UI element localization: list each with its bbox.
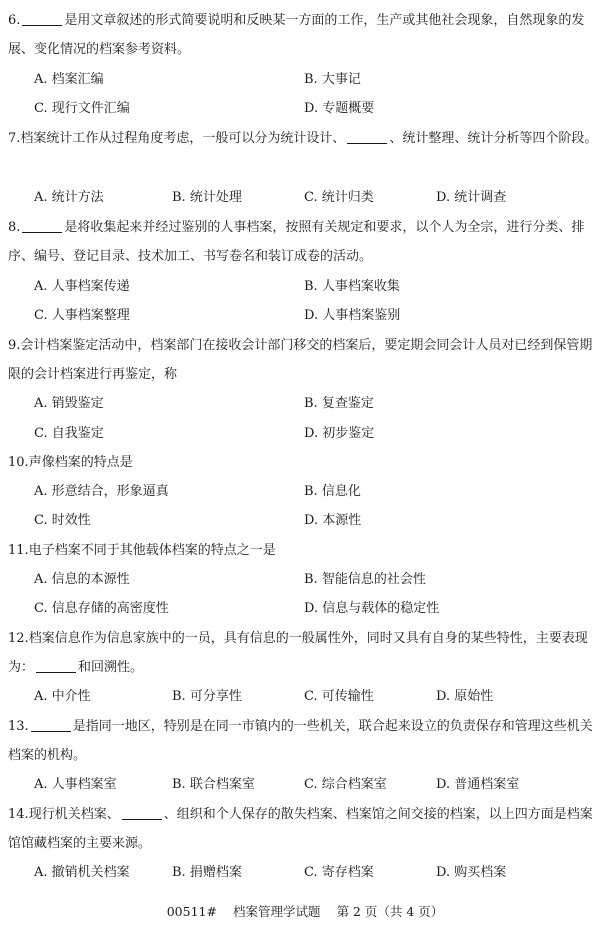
question-7-stem: 7.档案统计工作从过程角度考虑，一般可以分为统计设计、 、统计整理、统计分析等四个阶段。: [8, 131, 598, 146]
question-14-stem: 14.现行机关档案、 、组织和个人保存的散失档案、档案馆之间交接的档案，以上四方面是档案馆馆藏档案的主要来源。: [8, 807, 593, 851]
option-d: D. 专题概要: [304, 101, 375, 116]
question-number: 7.: [8, 131, 21, 146]
option-c: C. 自我鉴定: [34, 426, 104, 441]
option-b: B. 统计处理: [172, 190, 242, 205]
question-number: 9.: [8, 338, 21, 353]
question-number: 6.: [8, 13, 21, 28]
option-c: C. 寄存档案: [304, 865, 374, 880]
option-c: C. 人事档案整理: [34, 308, 130, 323]
option-b: B. 复查鉴定: [304, 396, 374, 411]
answer-blank: [22, 11, 62, 26]
option-d: D. 信息与载体的稳定性: [304, 601, 440, 616]
option-b: B. 大事记: [304, 72, 361, 87]
question-number: 12.: [8, 631, 29, 646]
question-8-stem: 8. 是将收集起来并经过鉴别的人事档案，按照有关规定和要求，以个人为全宗，进行分类、排序、编号、登记目录、技术加工、书写卷名和装订成卷的活动。: [8, 220, 585, 264]
answer-blank: [36, 658, 76, 673]
option-b: B. 可分享性: [172, 689, 242, 704]
option-d: D. 初步鉴定: [304, 426, 375, 441]
option-a: A. 档案汇编: [34, 72, 104, 87]
option-c: C. 可传输性: [304, 689, 374, 704]
question-number: 13.: [8, 719, 29, 734]
option-c: C. 时效性: [34, 513, 91, 528]
question-number: 10.: [8, 455, 29, 470]
exam-title: 档案管理学试题: [232, 904, 321, 919]
exam-code: 00511#: [166, 904, 217, 919]
question-number: 14.: [8, 807, 29, 822]
option-c: C. 综合档案室: [304, 777, 387, 792]
option-a: A. 人事档案室: [34, 777, 117, 792]
option-b: B. 人事档案收集: [304, 279, 400, 294]
option-a: A. 撤销机关档案: [34, 865, 130, 880]
option-a: A. 中介性: [34, 689, 91, 704]
option-b: B. 捐赠档案: [172, 865, 242, 880]
option-b: B. 智能信息的社会性: [304, 572, 426, 587]
question-number: 8.: [8, 220, 21, 235]
option-a: A. 信息的本源性: [34, 572, 130, 587]
answer-blank: [122, 805, 162, 820]
answer-blank: [347, 129, 387, 144]
option-d: D. 人事档案鉴别: [304, 308, 401, 323]
option-d: D. 普通档案室: [436, 777, 520, 792]
answer-blank: [22, 218, 62, 233]
option-d: D. 统计调查: [436, 190, 507, 205]
question-6-stem: 6. 是用文章叙述的形式简要说明和反映某一方面的工作，生产或其他社会现象，自然现象的发展、变化情况的档案参考资料。: [8, 13, 585, 57]
page-number: 第 2 页（共 4 页）: [336, 904, 444, 919]
option-d: D. 本源性: [304, 513, 362, 528]
answer-blank: [31, 717, 71, 732]
option-a: A. 人事档案传递: [34, 279, 130, 294]
option-d: D. 原始性: [436, 689, 494, 704]
question-12-stem: 12.档案信息作为信息家族中的一员，具有信息的一般属性外，同时又具有自身的某些特性，主要表现为： 和回溯性。: [8, 631, 588, 675]
option-a: A. 形意结合，形象逼真: [34, 484, 169, 499]
question-number: 11.: [8, 543, 29, 558]
option-c: C. 信息存储的高密度性: [34, 601, 169, 616]
question-11-stem: 11.电子档案不同于其他载体档案的特点之一是: [8, 543, 276, 558]
question-10-stem: 10.声像档案的特点是: [8, 455, 133, 470]
option-c: C. 统计归类: [304, 190, 374, 205]
option-a: A. 统计方法: [34, 190, 104, 205]
question-9-stem: 9.会计档案鉴定活动中，档案部门在接收会计部门移交的档案后，要定期会同会计人员对已经到保管期限的会计档案进行再鉴定，称: [8, 338, 593, 382]
option-c: C. 现行文件汇编: [34, 101, 130, 116]
option-b: B. 联合档案室: [172, 777, 255, 792]
option-a: A. 销毁鉴定: [34, 396, 104, 411]
page-footer: [0, 902, 610, 920]
option-b: B. 信息化: [304, 484, 361, 499]
option-d: D. 购买档案: [436, 865, 507, 880]
question-13-stem: 13. 是指同一地区，特别是在同一市镇内的一些机关，联合起来设立的负责保存和管理这些机关档案的机构。: [8, 719, 593, 763]
